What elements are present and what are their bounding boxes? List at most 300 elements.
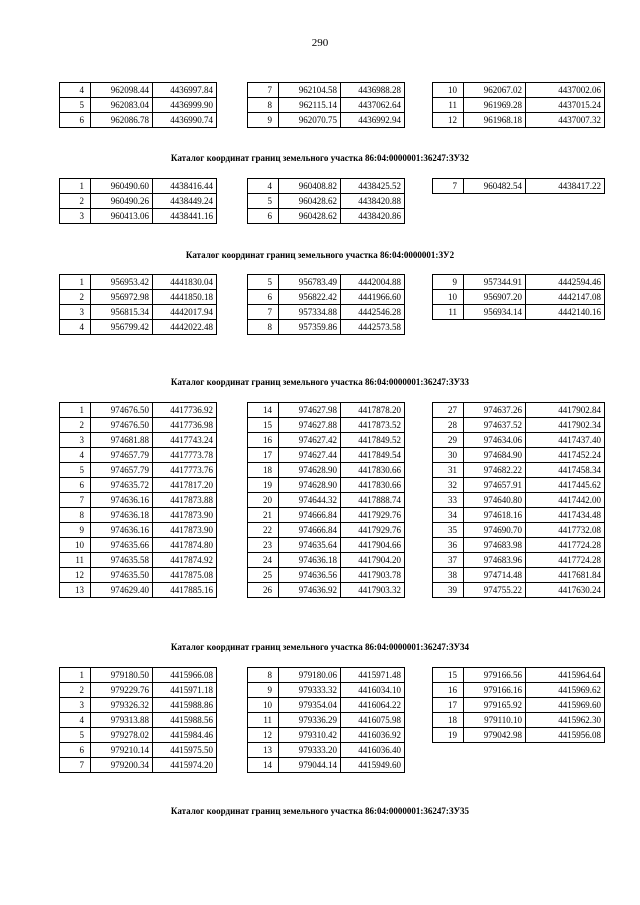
table-row [433,568,605,583]
coord-x: 974657.91 [464,478,526,493]
table-row [433,403,605,418]
table-row [248,728,405,743]
coord-y: 4441830.04 [153,275,217,290]
coord-y: 4442140.16 [526,305,605,320]
coord-x: 961968.18 [464,113,526,128]
coord-x: 960490.26 [91,194,153,209]
table-row [60,463,217,478]
coord-y: 4416075.98 [341,713,405,728]
table-row [60,320,217,335]
point-number: 11 [433,98,464,113]
point-number: 2 [60,683,91,698]
coord-y: 4417437.40 [526,433,605,448]
coord-y: 4437002.06 [526,83,605,98]
point-number: 11 [248,713,279,728]
point-number: 4 [248,179,279,194]
table-row [248,713,405,728]
coord-x: 974627.44 [279,448,341,463]
coord-y: 4436990.74 [153,113,217,128]
coord-x: 974676.50 [91,418,153,433]
coordinate-table [432,274,605,320]
table-row [433,493,605,508]
table-row [60,583,217,598]
point-number: 21 [248,508,279,523]
coord-y: 4417874.80 [153,538,217,553]
point-number: 4 [60,83,91,98]
catalog-title: Каталог координат границ земельного участка 86:04:0000001:36247:ЗУ34 [170,642,470,652]
coord-y: 4415969.62 [526,683,605,698]
catalog-title: Каталог координат границ земельного участка 86:04:0000001:36247:ЗУ33 [170,377,470,387]
point-number: 30 [433,448,464,463]
coord-y: 4417434.48 [526,508,605,523]
point-number: 39 [433,583,464,598]
coord-x: 974628.90 [279,463,341,478]
point-number: 8 [248,98,279,113]
table-row [433,583,605,598]
coord-x: 974755.22 [464,583,526,598]
point-number: 12 [60,568,91,583]
point-number: 7 [248,305,279,320]
coord-x: 979042.98 [464,728,526,743]
table-row [433,98,605,113]
coord-x: 957334.88 [279,305,341,320]
table-row [248,493,405,508]
coord-y: 4417724.28 [526,538,605,553]
table-row [433,433,605,448]
coord-y: 4417873.90 [153,523,217,538]
coord-y: 4437007.32 [526,113,605,128]
coord-x: 962104.58 [279,83,341,98]
coord-x: 979180.06 [279,668,341,683]
coordinate-table [432,667,605,743]
point-number: 10 [60,538,91,553]
coord-x: 974635.50 [91,568,153,583]
coord-x: 974627.42 [279,433,341,448]
catalog-title: Каталог координат границ земельного участка 86:04:0000001:36247:ЗУ32 [170,153,470,163]
point-number: 2 [60,194,91,209]
table-row [248,743,405,758]
table-row [433,668,605,683]
page-number: 290 [311,37,329,49]
table-row [433,553,605,568]
coord-y: 4415966.08 [153,668,217,683]
coord-x: 956815.34 [91,305,153,320]
coord-x: 974636.18 [279,553,341,568]
coord-x: 961969.28 [464,98,526,113]
coord-x: 974627.98 [279,403,341,418]
table-row [248,568,405,583]
point-number: 1 [60,275,91,290]
coord-y: 4441850.18 [153,290,217,305]
point-number: 8 [60,508,91,523]
coord-x: 962115.14 [279,98,341,113]
coord-y: 4417873.90 [153,508,217,523]
coord-y: 4442573.58 [341,320,405,335]
coord-x: 974634.06 [464,433,526,448]
point-number: 7 [60,758,91,773]
table-row [60,179,217,194]
coord-y: 4442017.94 [153,305,217,320]
table-row [248,698,405,713]
point-number: 5 [60,463,91,478]
coord-y: 4417873.88 [153,493,217,508]
point-number: 9 [433,275,464,290]
coord-x: 956934.14 [464,305,526,320]
coord-x: 956822.42 [279,290,341,305]
coord-y: 4417902.84 [526,403,605,418]
point-number: 22 [248,523,279,538]
coord-x: 979044.14 [279,758,341,773]
coord-x: 974683.98 [464,538,526,553]
coord-y: 4417875.08 [153,568,217,583]
point-number: 17 [248,448,279,463]
coord-x: 956799.42 [91,320,153,335]
point-number: 2 [60,418,91,433]
table-row [60,538,217,553]
table-row [60,728,217,743]
coord-y: 4436999.90 [153,98,217,113]
table-row [60,713,217,728]
coordinate-table [432,178,605,194]
coord-y: 4417929.76 [341,508,405,523]
coord-x: 974657.79 [91,448,153,463]
point-number: 12 [433,113,464,128]
table-row [60,305,217,320]
point-number: 8 [248,320,279,335]
point-number: 29 [433,433,464,448]
coord-y: 4437062.64 [341,98,405,113]
table-row [248,305,405,320]
coordinate-table [59,667,217,773]
table-row [60,758,217,773]
coord-y: 4442546.28 [341,305,405,320]
coord-x: 974636.16 [91,523,153,538]
coord-x: 974681.88 [91,433,153,448]
table-row [248,553,405,568]
point-number: 14 [248,403,279,418]
coord-x: 979166.16 [464,683,526,698]
coord-x: 960490.60 [91,179,153,194]
coord-x: 974714.48 [464,568,526,583]
coord-x: 974635.72 [91,478,153,493]
coordinate-table [59,178,217,224]
point-number: 32 [433,478,464,493]
coord-y: 4417681.84 [526,568,605,583]
coord-x: 960428.62 [279,194,341,209]
point-number: 3 [60,209,91,224]
table-row [433,523,605,538]
point-number: 20 [248,493,279,508]
coord-y: 4417888.74 [341,493,405,508]
table-row [248,113,405,128]
coord-y: 4438420.86 [341,209,405,224]
table-row [60,290,217,305]
point-number: 18 [433,713,464,728]
coord-x: 974636.92 [279,583,341,598]
table-row [248,523,405,538]
coord-y: 4438449.24 [153,194,217,209]
coord-y: 4417830.66 [341,463,405,478]
coord-x: 974690.70 [464,523,526,538]
point-number: 25 [248,568,279,583]
point-number: 15 [433,668,464,683]
coord-x: 979333.32 [279,683,341,698]
table-row [248,209,405,224]
point-number: 4 [60,320,91,335]
coord-y: 4417878.20 [341,403,405,418]
coord-y: 4417773.78 [153,448,217,463]
coord-y: 4415984.46 [153,728,217,743]
coord-y: 4442147.08 [526,290,605,305]
point-number: 12 [248,728,279,743]
coord-x: 974640.80 [464,493,526,508]
coord-x: 974627.88 [279,418,341,433]
point-number: 18 [248,463,279,478]
point-number: 6 [60,478,91,493]
coord-y: 4417929.76 [341,523,405,538]
coord-x: 962098.44 [91,83,153,98]
catalog-title: Каталог координат границ земельного участка 86:04:0000001:ЗУ2 [185,250,455,260]
table-row [248,98,405,113]
coord-x: 979354.04 [279,698,341,713]
point-number: 35 [433,523,464,538]
coord-y: 4417904.66 [341,538,405,553]
table-row [433,113,605,128]
point-number: 6 [248,290,279,305]
point-number: 26 [248,583,279,598]
coord-x: 974684.90 [464,448,526,463]
point-number: 27 [433,403,464,418]
coord-x: 974636.16 [91,493,153,508]
coord-x: 979229.76 [91,683,153,698]
table-row [433,448,605,463]
point-number: 1 [60,668,91,683]
table-row [248,758,405,773]
table-row [248,418,405,433]
point-number: 6 [248,209,279,224]
coord-y: 4417903.32 [341,583,405,598]
coord-y: 4436997.84 [153,83,217,98]
coord-y: 4417817.20 [153,478,217,493]
coord-x: 957344.91 [464,275,526,290]
coord-y: 4415974.20 [153,758,217,773]
coord-x: 974636.56 [279,568,341,583]
coord-x: 974637.52 [464,418,526,433]
coord-x: 974682.22 [464,463,526,478]
table-row [248,683,405,698]
point-number: 19 [433,728,464,743]
coord-y: 4417743.24 [153,433,217,448]
table-row [60,478,217,493]
table-row [248,478,405,493]
coord-y: 4417874.92 [153,553,217,568]
coord-y: 4415964.64 [526,668,605,683]
point-number: 7 [248,83,279,98]
coord-x: 962070.75 [279,113,341,128]
table-row [433,83,605,98]
table-row [60,568,217,583]
coord-x: 962086.78 [91,113,153,128]
coord-y: 4438417.22 [526,179,605,194]
coord-y: 4442022.48 [153,320,217,335]
point-number: 19 [248,478,279,493]
coord-y: 4436992.94 [341,113,405,128]
coord-y: 4417736.92 [153,403,217,418]
coord-y: 4416034.10 [341,683,405,698]
coord-x: 974676.50 [91,403,153,418]
coord-x: 979336.29 [279,713,341,728]
coord-y: 4417873.52 [341,418,405,433]
coord-y: 4442004.88 [341,275,405,290]
point-number: 3 [60,698,91,713]
coordinate-table [247,274,405,335]
table-row [248,194,405,209]
table-row [60,433,217,448]
point-number: 24 [248,553,279,568]
table-row [433,508,605,523]
coordinate-table [247,667,405,773]
point-number: 36 [433,538,464,553]
table-row [433,275,605,290]
coord-x: 974629.40 [91,583,153,598]
coord-y: 4441966.60 [341,290,405,305]
coord-x: 979278.02 [91,728,153,743]
table-row [60,209,217,224]
coord-y: 4415971.18 [153,683,217,698]
point-number: 14 [248,758,279,773]
coord-y: 4417736.98 [153,418,217,433]
coord-x: 957359.86 [279,320,341,335]
coord-y: 4415962.30 [526,713,605,728]
catalog-title: Каталог координат границ земельного участка 86:04:0000001:36247:ЗУ35 [170,806,470,816]
coordinate-table [59,402,217,598]
point-number: 5 [60,728,91,743]
table-row [433,179,605,194]
coord-x: 974636.18 [91,508,153,523]
table-row [248,448,405,463]
table-row [433,538,605,553]
table-row [60,83,217,98]
coord-x: 979333.20 [279,743,341,758]
table-row [60,194,217,209]
point-number: 11 [433,305,464,320]
coord-y: 4415949.60 [341,758,405,773]
coord-y: 4417732.08 [526,523,605,538]
table-row [60,508,217,523]
coord-y: 4415971.48 [341,668,405,683]
coord-y: 4437015.24 [526,98,605,113]
coord-x: 979326.32 [91,698,153,713]
table-row [248,290,405,305]
point-number: 7 [433,179,464,194]
table-row [433,683,605,698]
point-number: 34 [433,508,464,523]
table-row [248,433,405,448]
coord-y: 4416036.40 [341,743,405,758]
point-number: 7 [60,493,91,508]
table-row [433,478,605,493]
point-number: 4 [60,448,91,463]
coord-x: 979310.42 [279,728,341,743]
coord-y: 4417903.78 [341,568,405,583]
coord-y: 4417445.62 [526,478,605,493]
table-row [248,583,405,598]
coordinate-table [59,274,217,335]
coord-x: 960413.06 [91,209,153,224]
coord-y: 4417452.24 [526,448,605,463]
coord-x: 974666.84 [279,523,341,538]
point-number: 13 [60,583,91,598]
table-row [60,448,217,463]
table-row [248,320,405,335]
table-row [60,683,217,698]
table-row [60,743,217,758]
coord-x: 956972.98 [91,290,153,305]
point-number: 9 [248,683,279,698]
point-number: 3 [60,433,91,448]
coord-y: 4417849.54 [341,448,405,463]
coordinate-table [247,82,405,128]
point-number: 6 [60,743,91,758]
point-number: 9 [60,523,91,538]
coord-y: 4417442.00 [526,493,605,508]
point-number: 28 [433,418,464,433]
coord-y: 4417458.34 [526,463,605,478]
coord-x: 974657.79 [91,463,153,478]
point-number: 33 [433,493,464,508]
coord-y: 4436988.28 [341,83,405,98]
point-number: 5 [60,98,91,113]
point-number: 13 [248,743,279,758]
table-row [433,728,605,743]
point-number: 16 [433,683,464,698]
point-number: 6 [60,113,91,128]
table-row [248,83,405,98]
coord-y: 4415975.50 [153,743,217,758]
table-row [248,463,405,478]
coord-x: 956953.42 [91,275,153,290]
point-number: 38 [433,568,464,583]
coord-y: 4416036.92 [341,728,405,743]
coord-y: 4415969.60 [526,698,605,713]
coord-y: 4415988.56 [153,713,217,728]
point-number: 3 [60,305,91,320]
table-row [433,305,605,320]
point-number: 8 [248,668,279,683]
table-row [60,553,217,568]
table-row [248,179,405,194]
point-number: 10 [433,83,464,98]
coord-x: 974635.66 [91,538,153,553]
coord-x: 979165.92 [464,698,526,713]
table-row [60,668,217,683]
coord-y: 4417885.16 [153,583,217,598]
coordinate-table [432,82,605,128]
coord-x: 974618.16 [464,508,526,523]
coord-x: 979200.34 [91,758,153,773]
coord-y: 4417630.24 [526,583,605,598]
coord-y: 4417904.20 [341,553,405,568]
coord-x: 979210.14 [91,743,153,758]
point-number: 5 [248,275,279,290]
coord-x: 979180.50 [91,668,153,683]
coord-x: 974644.32 [279,493,341,508]
coord-x: 974628.90 [279,478,341,493]
coord-x: 956907.20 [464,290,526,305]
table-row [60,523,217,538]
coord-x: 979313.88 [91,713,153,728]
point-number: 15 [248,418,279,433]
